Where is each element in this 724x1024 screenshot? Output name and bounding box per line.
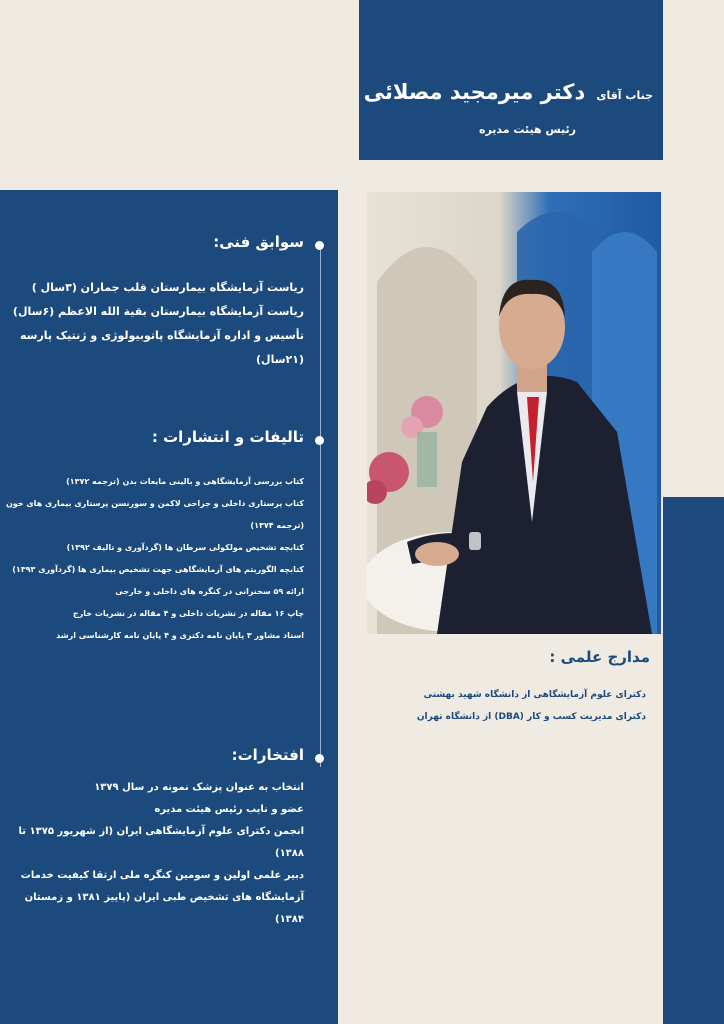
honorific: جناب آقای [596, 89, 653, 102]
title-box [359, 0, 663, 160]
honor-item: انتخاب به عنوان پزشک نمونه در سال ۱۳۷۹ [94, 782, 304, 793]
publication-item: کتاب پرستاری داخلی و جراحی لاکمن و سورنسن پرستاری بیماری های خون [5, 499, 304, 508]
honor-item: دبیر علمی اولین و سومین کنگره ملی ارتقا کیفیت خدمات [20, 870, 304, 881]
left-panel [0, 190, 338, 1024]
honors-list [0, 777, 304, 931]
publication-item: چاپ ۱۶ مقاله در نشریات داخلی و ۴ مقاله در نشریات خارج [72, 609, 304, 618]
technical-item: (۲۱سال) [256, 353, 304, 366]
education-item: دکترای مدیریت کسب و کار (DBA) از دانشگاه تهران [416, 712, 646, 722]
timeline-line [320, 242, 321, 767]
portrait-illustration [367, 192, 661, 634]
education-item: دکترای علوم آزمایشگاهی از دانشگاه شهید بهشتی [423, 690, 646, 700]
technical-heading: سوابق فنی: [213, 233, 304, 251]
timeline-dot [315, 241, 324, 250]
publications-heading: تالیفات و انتشارات : [151, 428, 304, 446]
publication-item: کتابچه تشخیص مولکولی سرطان ها (گردآوری و تالیف ۱۳۹۲) [66, 543, 304, 552]
honors-heading: افتخارات: [231, 746, 304, 764]
technical-item: ریاست آزمایشگاه بیمارستان بقیة الله الاعظم (۶سال) [12, 305, 304, 318]
publications-list [6, 471, 304, 647]
portrait-photo [367, 192, 661, 634]
publication-item: ارائه ۵۹ سخنرانی در کنگره های داخلی و خارجی [115, 587, 304, 596]
publication-item: کتاب بررسی آزمایشگاهی و بالینی مایعات بدن (ترجمه ۱۳۷۲) [66, 477, 304, 486]
right-accent-strip [663, 497, 724, 1024]
person-role: رئیس هیئت مدیره [478, 123, 576, 136]
timeline-dot [315, 436, 324, 445]
technical-list [13, 276, 304, 372]
honor-item: آزمایشگاه های تشخیص طبی ایران (پاییز ۱۳۸۱ و زمستان ۱۳۸۴) [24, 892, 304, 925]
title-line [364, 80, 653, 104]
person-name: دکتر میرمجید مصلائی [363, 80, 586, 104]
publication-item: (ترجمه ۱۳۷۴) [250, 521, 304, 530]
honor-item: عضو و نایب رئیس هیئت مدیره [154, 804, 304, 815]
publication-item: استاد مشاور ۳ پایان نامه دکتری و ۴ پایان نامه کارشناسی ارشد [56, 631, 304, 640]
education-list [417, 684, 646, 728]
technical-item: تأسیس و اداره آزمایشگاه پاتوبیولوژی و ژنتیک پارسه [19, 329, 304, 342]
education-heading: مدارج علمی : [549, 648, 650, 666]
publication-item: کتابچه الگوریتم های آزمایشگاهی جهت تشخیص بیماری ها (گردآوری ۱۳۹۳) [12, 565, 304, 574]
technical-item: ریاست آزمایشگاه بیمارستان قلب جماران (۳سال ) [31, 281, 304, 294]
honor-item: انجمن دکترای علوم آزمایشگاهی ایران (از شهریور ۱۳۷۵ تا ۱۳۸۸) [18, 826, 304, 859]
timeline-dot [315, 754, 324, 763]
